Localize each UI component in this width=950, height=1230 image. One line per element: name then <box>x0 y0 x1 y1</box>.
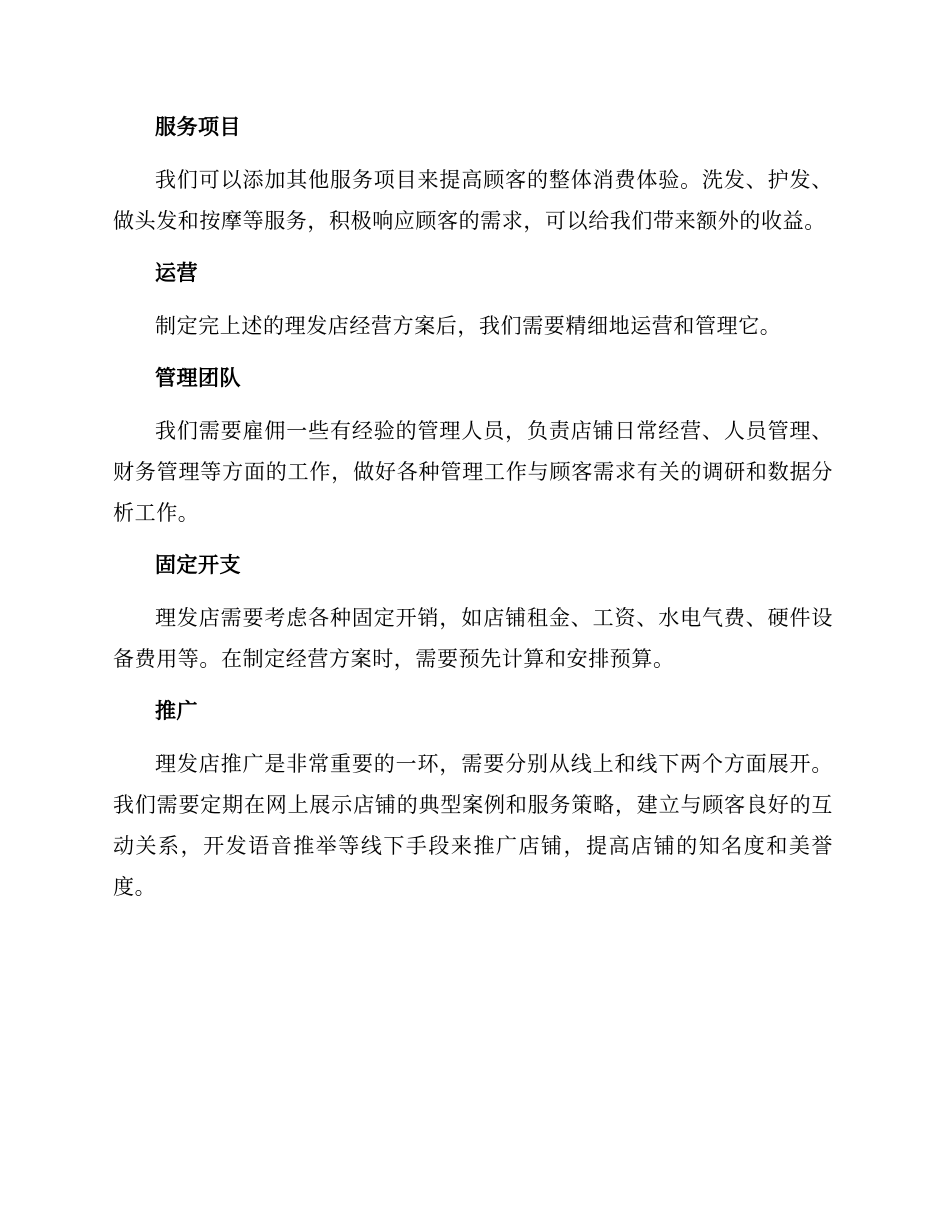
section-fixed-costs <box>113 543 833 689</box>
section-promotion <box>113 689 833 908</box>
section-service-items <box>113 105 833 251</box>
section-heading: 服务项目 <box>155 115 241 139</box>
section-heading: 管理团队 <box>155 366 241 390</box>
section-management-team <box>113 356 833 543</box>
section-paragraph: 理发店需要考虑各种固定开销，如店铺租金、工资、水电气费、硬件设备费用等。在制定经营方案时，需要预先计算和安排预算。 <box>113 606 833 671</box>
section-paragraph: 我们可以添加其他服务项目来提高顾客的整体消费体验。洗发、护发、做头发和按摩等服务，积极响应顾客的需求，可以给我们带来额外的收益。 <box>113 168 833 233</box>
section-paragraph: 制定完上述的理发店经营方案后，我们需要精细地运营和管理它。 <box>155 314 782 338</box>
section-heading: 固定开支 <box>155 553 241 577</box>
section-paragraph: 理发店推广是非常重要的一环，需要分别从线上和线下两个方面展开。我们需要定期在网上展示店铺的典型案例和服务策略，建立与顾客良好的互动关系，开发语音推举等线下手段来推广店铺，提高店铺的知名度和美誉度。 <box>113 752 833 899</box>
section-paragraph: 我们需要雇佣一些有经验的管理人员，负责店铺日常经营、人员管理、财务管理等方面的工作，做好各种管理工作与顾客需求有关的调研和数据分析工作。 <box>113 419 833 525</box>
section-heading: 推广 <box>155 699 198 723</box>
section-operations <box>113 251 833 356</box>
document-page <box>113 105 833 908</box>
section-heading: 运营 <box>155 261 198 285</box>
